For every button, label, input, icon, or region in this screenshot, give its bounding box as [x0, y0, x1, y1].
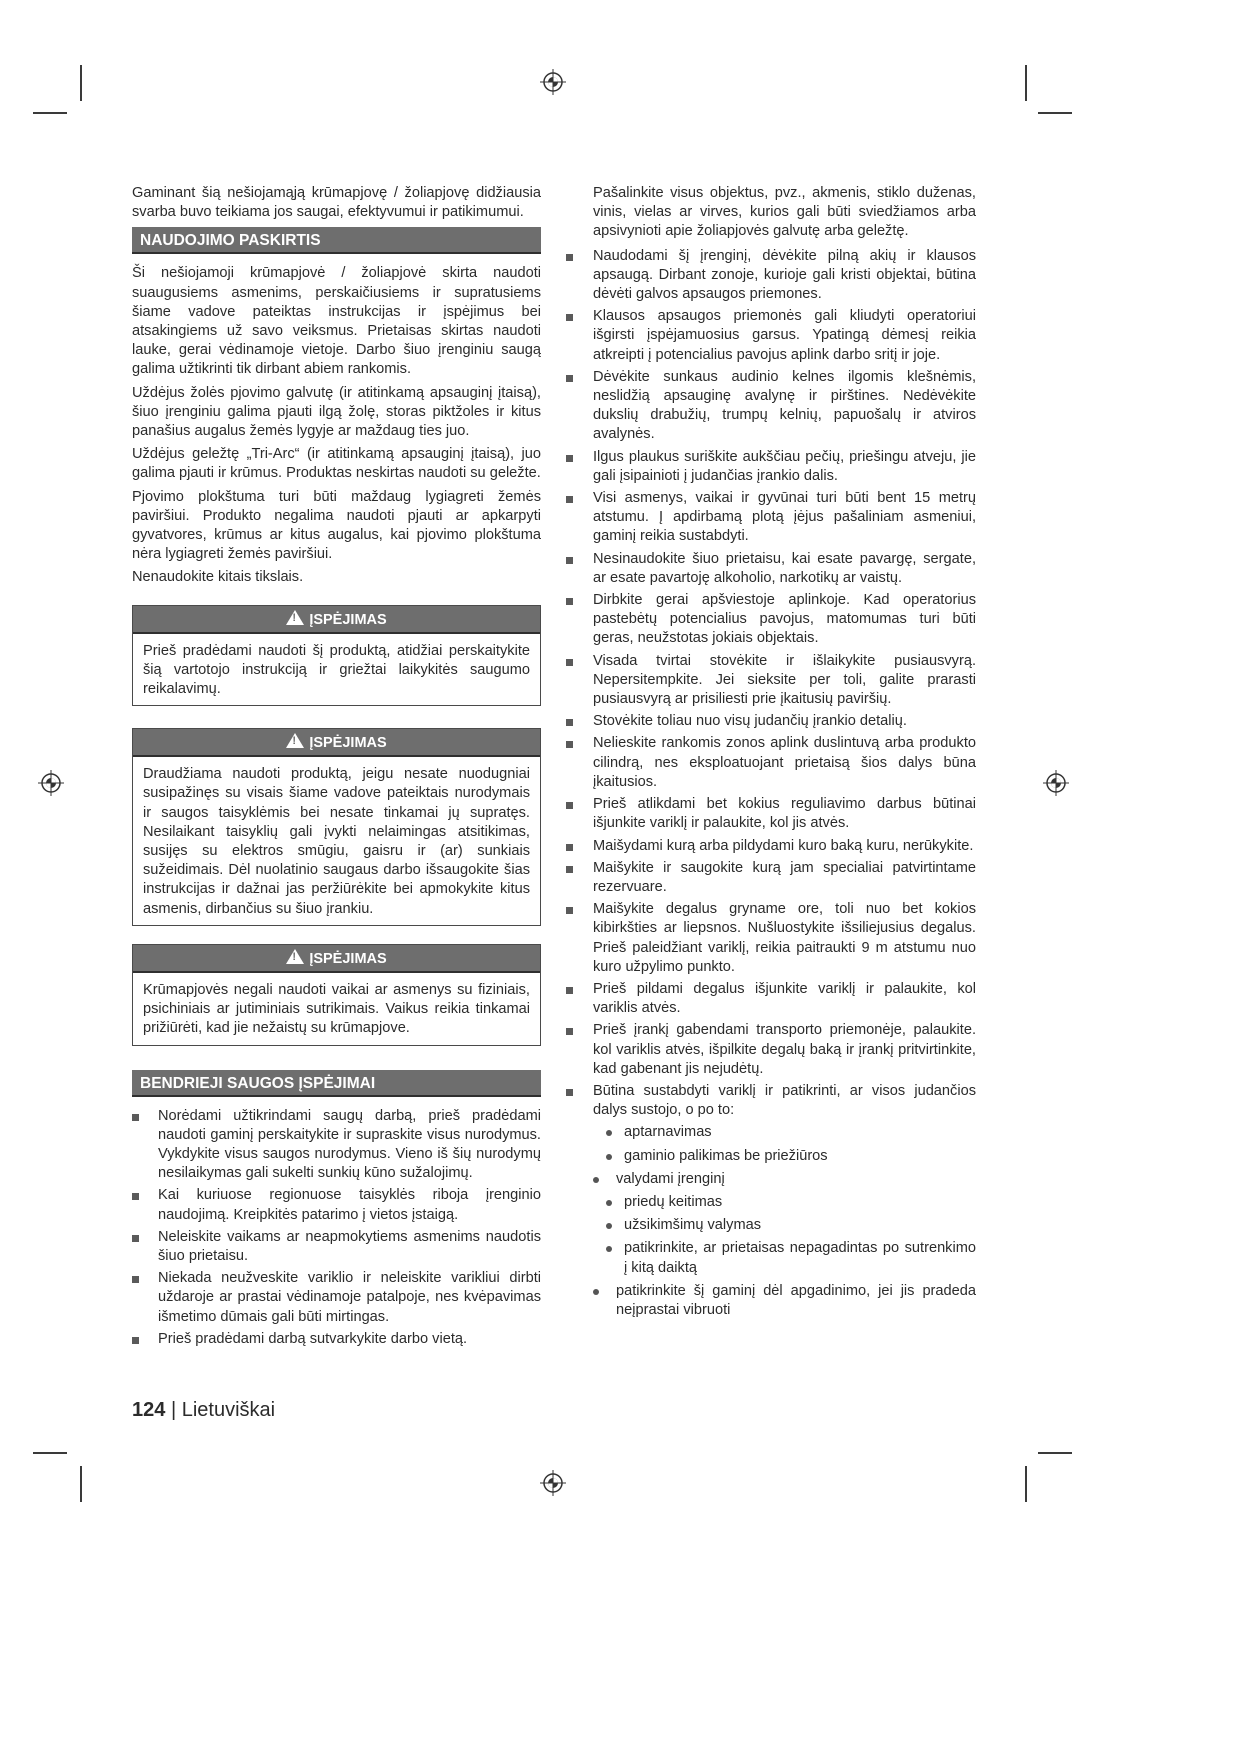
warning-header: [133, 945, 540, 973]
section-heading-purpose: NAUDOJIMO PASKIRTIS: [132, 227, 541, 254]
page-number: 124: [132, 1399, 166, 1421]
warning-text: Krūmapjovės negali naudoti vaikai ar asmenys su fiziniais, psichiniais ar jutiminiais sutrikimais. Vaikus reikia tinkamai prižiūrėti, kad jie nežaistų su krūmapjove.: [143, 981, 530, 1037]
safety-list-continued: [566, 247, 976, 1121]
list-item: Prieš įrankį gabendami transporto priemonėje, palaukite. kol variklis atvės, išpilkite degalų baką ir įrankį pritvirtinkite, kad gabenant jis nejudėtų.: [566, 1021, 976, 1079]
registration-mark-icon: [36, 768, 66, 798]
purpose-paragraph: Uždėjus geležtę „Tri-Arc“ (ir atitinkamą apsauginį įtaisą), juo galima pjauti ir krūmus. Produktas neskirtas naudoti su geležte.: [132, 446, 541, 482]
lead-paragraph: Pašalinkite visus objektus, pvz., akmenis, stiklo duženas, vinis, vielas ar virves, kurios gali būti sviedžiamos arba apsivynioti apie žoliapjovės galvutę arba geležtę.: [593, 185, 976, 240]
list-item: Klausos apsaugos priemonės gali kliudyti operatoriui išgirsti įspėjamuosius garsus. Ypatingą dėmesį reikia atkreipti į potencialius pavojus aplink darbo sritį ir joje.: [566, 307, 976, 365]
bullet-item: priedų keitimas: [566, 1193, 976, 1212]
crop-mark: [1025, 1466, 1027, 1502]
right-column: [566, 184, 976, 1324]
bullet-item: valydami įrenginį: [566, 1170, 976, 1189]
crop-mark: [1038, 1452, 1072, 1454]
list-item: Niekada neužveskite variklio ir neleiskite varikliui dirbti uždaroje ar prastai vėdinamoje patalpoje, nes kvėpavimas išmetimo dūmais gali būti mirtingas.: [132, 1269, 541, 1327]
warning-header: [133, 606, 540, 634]
purpose-paragraph: Nenaudokite kitais tikslais.: [132, 569, 304, 586]
list-item: Maišydami kurą arba pildydami kuro baką kuru, nerūkykite.: [566, 837, 976, 856]
footer-language: Lietuviškai: [181, 1399, 276, 1421]
warning-text: Prieš pradėdami naudoti šį produktą, atidžiai perskaitykite šią vartotojo instrukciją ir griežtai laikykitės saugumo reikalavimų.: [143, 642, 530, 698]
safety-list: [132, 1107, 541, 1349]
warning-box: [132, 605, 541, 707]
registration-mark-icon: [538, 67, 568, 97]
list-item: Maišykite degalus gryname ore, toli nuo bet kokios kibirkšties ar liepsnos. Nušluostykite išsiliejusius degalus. Prieš paleidžiant variklį, reikia paitraukti 9 m atstumu nuo kuro užpylimo punkto.: [566, 900, 976, 977]
bullet-item: patikrinkite, ar prietaisas nepagadintas po sutrenkimo į kitą daiktą: [566, 1239, 976, 1277]
bullet-item: aptarnavimas: [566, 1123, 976, 1142]
warning-triangle-icon: [286, 949, 304, 964]
warning-triangle-icon: [286, 610, 304, 625]
list-item: Visada tvirtai stovėkite ir išlaikykite pusiausvyrą. Nepersitempkite. Jei sieksite per toli, galite prarasti pusiausvyrą ar prisiliesti prie įkaitusių paviršių.: [566, 652, 976, 710]
list-item: Prieš atlikdami bet kokius reguliavimo darbus būtinai išjunkite variklį ir palaukite, kol jis atvės.: [566, 795, 976, 833]
warning-text: Draudžiama naudoti produktą, jeigu nesate nuodugniai susipažinęs su visais šiame vadove pateiktais nurodymais ir saugos taisyklėmis bei nesate tinkamai jų supratęs. Nesilaikant taisyklių gali įvykti nelaimingas atsitikimas, susijęs su elektros smūgiu, gaisru ir (ar) sunkiais sužeidimais. Dėl nuolatinio saugaus darbo išsaugokite šias instrukcijas ir dažnai jas peržiūrėkite bei apmokykite kitus asmenis, dirbančius su šiuo įrankiu.: [143, 766, 530, 917]
list-item: Norėdami užtikrindami saugų darbą, prieš pradėdami naudoti gaminį perskaitykite ir supraskite visus nurodymus. Vykdykite visus saugos nurodymus. Vieno iš šių nurodymų nesilaikymas gali sukelti sunkių kūno sužalojimų.: [132, 1107, 541, 1184]
crop-mark: [1038, 112, 1072, 114]
list-item: Visi asmenys, vaikai ir gyvūnai turi būti bent 15 metrų atstumu. Į apdirbamą plotą įėjus pašaliniam asmeniui, gaminį reikia sustabdyti.: [566, 489, 976, 547]
crop-mark: [1025, 65, 1027, 101]
list-item: Naudodami šį įrenginį, dėvėkite pilną akių ir klausos apsaugą. Dirbant zonoje, kurioje gali kristi objektai, būtina dėvėti galvos apsaugos priemones.: [566, 247, 976, 305]
page-footer: [132, 1399, 275, 1422]
section-heading-safety: BENDRIEJI SAUGOS ĮSPĖJIMAI: [132, 1070, 541, 1097]
list-item: Dėvėkite sunkaus audinio kelnes ilgomis klešnėmis, neslidžią apsauginę avalynę ir pirštines. Nedėvėkite dukslių drabužių, trumpų kelnių, papuošalų ir atviros avalynės.: [566, 368, 976, 445]
list-item: Maišykite ir saugokite kurą jam specialiai patvirtintame rezervuare.: [566, 859, 976, 897]
crop-mark: [80, 65, 82, 101]
footer-separator: |: [170, 1399, 177, 1421]
purpose-paragraph: Ši nešiojamoji krūmapjovė / žoliapjovė skirta naudoti suaugusiems asmenims, perskaičiusiems ir supratusiems šiame vadove pateiktas instrukcijas ir įspėjimus bei atsakingiems už savo veiksmus. Prietaisas skirtas naudoti lauke, gerai vėdinamoje vietoje. Darbo šiuo įrenginiu saugą galima užtikrinti tik dirbant abiem rankomis.: [132, 265, 541, 378]
warning-title: ĮSPĖJIMAS: [309, 735, 387, 752]
registration-mark-icon: [538, 1468, 568, 1498]
list-item: Stovėkite toliau nuo visų judančių įrankio detalių.: [566, 712, 976, 731]
bullet-item: patikrinkite šį gaminį dėl apgadinimo, jei jis pradeda neįprastai vibruoti: [566, 1282, 976, 1320]
crop-mark: [33, 1452, 67, 1454]
list-item: Nelieskite rankomis zonos aplink duslintuvą arba produkto cilindrą, nes eksploatuojant prietaisą šios dalys būna įkaitusios.: [566, 734, 976, 792]
list-item: Prieš pildami degalus išjunkite variklį ir palaukite, kol variklis atvės.: [566, 980, 976, 1018]
list-item: Būtina sustabdyti variklį ir patikrinti, ar visos judančios dalys sustojo, o po to:: [566, 1082, 976, 1120]
purpose-paragraph: Uždėjus žolės pjovimo galvutę (ir atitinkamą apsauginį įtaisą), šiuo įrenginiu galima pjauti ilgą žolę, storas piktžoles ir kitus panašius augalus žemės lygyje ar maždaug ties juo.: [132, 384, 541, 440]
list-item: Prieš pradėdami darbą sutvarkykite darbo vietą.: [132, 1330, 541, 1349]
crop-mark: [80, 1466, 82, 1502]
warning-box: [132, 728, 541, 926]
list-item: Nesinaudokite šiuo prietaisu, kai esate pavargę, sergate, ar esate pavartoję alkoholio, narkotikų ar vaistų.: [566, 550, 976, 588]
registration-mark-icon: [1041, 768, 1071, 798]
warning-title: ĮSPĖJIMAS: [309, 611, 387, 628]
list-item: Kai kuriuose regionuose taisyklės riboja įrenginio naudojimą. Kreipkitės patarimo į vietos įstaigą.: [132, 1186, 541, 1224]
list-item: Ilgus plaukus suriškite aukščiau pečių, priešingu atveju, jie gali įsipainioti į judančias įrankio dalis.: [566, 448, 976, 486]
warning-title: ĮSPĖJIMAS: [309, 950, 387, 967]
intro-paragraph: Gaminant šią nešiojamąją krūmapjovę / žoliapjovę didžiausia svarba buvo teikiama jos saugai, efektyvumui ir patikimumui.: [132, 185, 541, 221]
bullet-list: [566, 1123, 976, 1320]
warning-triangle-icon: [286, 733, 304, 748]
list-item: Dirbkite gerai apšviestoje aplinkoje. Kad operatorius pastebėtų potencialius pavojus, matomumas turi būti geras, neužstotas jokiais objektais.: [566, 591, 976, 649]
crop-mark: [33, 112, 67, 114]
purpose-paragraph: Pjovimo plokštuma turi būti maždaug lygiagreti žemės paviršiui. Produkto negalima naudoti pjauti ar apkarpyti gyvatvores, krūmus ar kitus augalus, kai pjovimo plokštuma nėra lygiagreti žemės paviršiui.: [132, 488, 541, 563]
bullet-item: užsikimšimų valymas: [566, 1216, 976, 1235]
left-column: [132, 184, 541, 1352]
warning-box: [132, 944, 541, 1046]
list-item: Neleiskite vaikams ar neapmokytiems asmenims naudotis šiuo prietaisu.: [132, 1228, 541, 1266]
warning-header: [133, 729, 540, 757]
bullet-item: gaminio palikimas be priežiūros: [566, 1147, 976, 1166]
